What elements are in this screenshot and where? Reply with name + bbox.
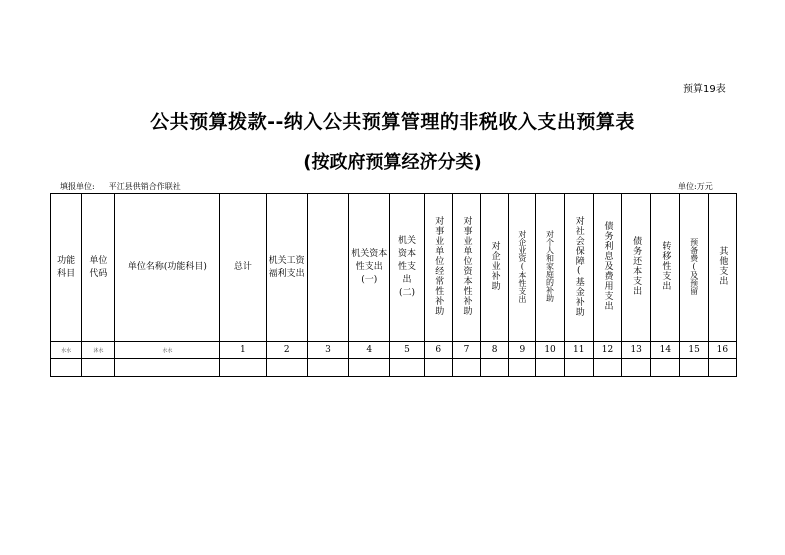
number-cell: 13 xyxy=(622,342,651,359)
data-cell xyxy=(220,359,266,377)
data-cell xyxy=(622,359,651,377)
col-total: 总计 xyxy=(220,194,266,342)
col-reserve: 预备费(及预留 xyxy=(680,194,708,342)
data-cell xyxy=(424,359,452,377)
number-cell: 7 xyxy=(452,342,480,359)
data-cell xyxy=(708,359,736,377)
number-cell: 9 xyxy=(509,342,536,359)
empty-data-row xyxy=(51,359,737,377)
col-function-subject: 功能科目 xyxy=(51,194,82,342)
data-cell xyxy=(680,359,708,377)
col-enterprise-capital: 对企业资(本性支出 xyxy=(509,194,536,342)
col-agency-capital-2: 机关资本性支出(二) xyxy=(390,194,424,342)
header-row xyxy=(51,194,737,342)
data-cell xyxy=(564,359,593,377)
number-cell: 水水 xyxy=(115,342,220,359)
number-cell: 沐水 xyxy=(82,342,115,359)
data-cell xyxy=(452,359,480,377)
col-household-subsidy: 对个人和家庭的补助 xyxy=(536,194,564,342)
data-cell xyxy=(115,359,220,377)
number-cell: 3 xyxy=(307,342,348,359)
col-public-inst-capital: 对事业单位资本性补助 xyxy=(452,194,480,342)
col-debt-interest: 债务利息及费用支出 xyxy=(593,194,621,342)
number-cell: 4 xyxy=(349,342,390,359)
col-agency-capital-1: 机关资本性支出(一) xyxy=(349,194,390,342)
page-subtitle: (按政府预算经济分类) xyxy=(303,152,482,173)
col-public-inst-regular: 对事业单位经常性补助 xyxy=(424,194,452,342)
page-title: 公共预算拨款--纳入公共预算管理的非税收入支出预算表 xyxy=(150,111,635,133)
data-cell xyxy=(307,359,348,377)
data-cell xyxy=(509,359,536,377)
number-row xyxy=(51,342,737,359)
col-transfer: 转移性支出 xyxy=(651,194,680,342)
number-cell: 16 xyxy=(708,342,736,359)
data-cell xyxy=(266,359,307,377)
filler-info xyxy=(60,181,195,192)
data-cell xyxy=(536,359,564,377)
data-cell xyxy=(593,359,621,377)
data-cell xyxy=(349,359,390,377)
number-cell: 12 xyxy=(593,342,621,359)
data-cell xyxy=(51,359,82,377)
filler-value: 平江县供销合作联社 xyxy=(108,182,181,191)
number-cell: 10 xyxy=(536,342,564,359)
data-cell xyxy=(651,359,680,377)
number-cell: 15 xyxy=(680,342,708,359)
number-cell: 8 xyxy=(481,342,509,359)
filler-label: 填报单位: xyxy=(60,182,95,191)
col-social-security: 对社会保障(基金补助 xyxy=(564,194,593,342)
col-agency-salary: 机关工资福利支出 xyxy=(266,194,307,342)
col-debt-principal: 债务还本支出 xyxy=(622,194,651,342)
unit-label: 单位:万元 xyxy=(678,182,713,191)
col-enterprise-subsidy: 对企业补助 xyxy=(481,194,509,342)
col-unit-name: 单位名称(功能科目) xyxy=(115,194,220,342)
form-number: 预算19表 xyxy=(683,84,726,95)
col-blank xyxy=(307,194,348,342)
col-unit-code: 单位代码 xyxy=(82,194,115,342)
number-cell: 6 xyxy=(424,342,452,359)
number-cell: 1 xyxy=(220,342,266,359)
data-cell xyxy=(481,359,509,377)
number-cell: 11 xyxy=(564,342,593,359)
number-cell: 14 xyxy=(651,342,680,359)
data-cell xyxy=(82,359,115,377)
number-cell: 水水 xyxy=(51,342,82,359)
data-cell xyxy=(390,359,424,377)
number-cell: 5 xyxy=(390,342,424,359)
budget-table xyxy=(50,193,737,377)
col-other: 其他支出 xyxy=(708,194,736,342)
number-cell: 2 xyxy=(266,342,307,359)
